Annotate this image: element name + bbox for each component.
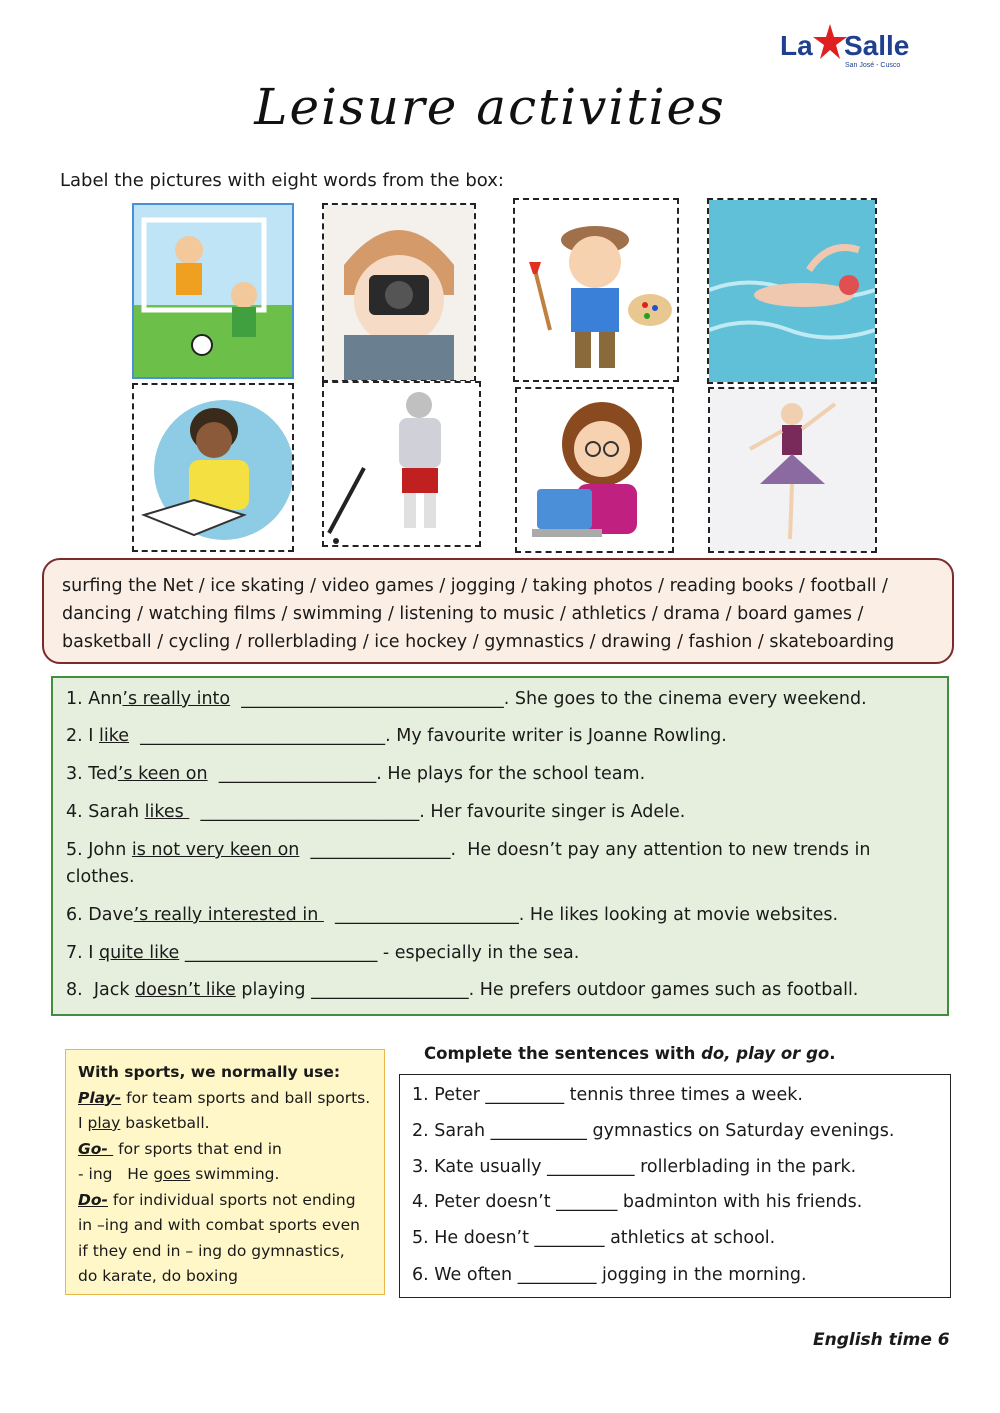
sentence-5-continuation: clothes. xyxy=(66,867,135,887)
sentence-8: 8. Jack doesn’t like playing __________________. He prefers outdoor games such as football. xyxy=(66,980,859,1000)
note-do-line: if they end in – ing do gymnastics, xyxy=(78,1241,345,1260)
instruction: Label the pictures with eight words from the box: xyxy=(60,170,504,191)
picture-swimming xyxy=(707,198,877,384)
logo-text-la: La xyxy=(780,30,813,61)
sentences-section xyxy=(51,676,949,1016)
picture-reading xyxy=(132,383,294,552)
sentence-4: 4. Sarah likes _________________________. Her favourite singer is Adele. xyxy=(66,802,686,822)
sentence-2: 2. I like ____________________________. My favourite writer is Joanne Rowling. xyxy=(66,726,727,746)
note-go: Go- for sports that end in xyxy=(78,1139,282,1158)
grammar-note xyxy=(65,1049,385,1295)
answer-blank[interactable]: ______________________ xyxy=(184,943,378,963)
answer-blank[interactable]: __________________ xyxy=(218,764,377,784)
note-play-example: I play basketball. xyxy=(78,1114,210,1132)
note-do: Do- for individual sports not ending xyxy=(78,1190,356,1209)
logo-text-salle: Salle xyxy=(844,30,910,61)
answer-blank[interactable]: ________________ xyxy=(310,840,451,860)
picture-football xyxy=(132,203,294,379)
complete-item-3[interactable]: 3. Kate usually __________ rollerblading in the park. xyxy=(412,1157,857,1177)
note-do-line: in –ing and with combat sports even xyxy=(78,1216,360,1234)
answer-blank[interactable]: _________________________ xyxy=(200,802,420,822)
picture-computer xyxy=(515,387,674,553)
complete-title: Complete the sentences with do, play or go. xyxy=(424,1044,836,1063)
note-go-example: - ing He goes swimming. xyxy=(78,1165,280,1183)
sentence-3: 3. Ted’s keen on __________________. He plays for the school team. xyxy=(66,764,646,784)
complete-item-1[interactable]: 1. Peter _________ tennis three times a week. xyxy=(412,1085,803,1105)
footer-label: English time 6 xyxy=(813,1330,950,1350)
answer-blank[interactable]: ______________________________ xyxy=(241,689,504,709)
note-do-line: do karate, do boxing xyxy=(78,1267,239,1285)
note-header: With sports, we normally use: xyxy=(78,1063,341,1081)
answer-blank[interactable]: __________________ xyxy=(311,980,469,1000)
complete-item-2[interactable]: 2. Sarah ___________ gymnastics on Saturday evenings. xyxy=(412,1121,895,1141)
word-box-line: dancing / watching films / swimming / listening to music / athletics / drama / board games / xyxy=(62,604,864,624)
logo-subtitle: San José - Cusco xyxy=(845,62,901,69)
sentence-6: 6. Dave’s really interested in _____________________. He likes looking at movie websites. xyxy=(66,905,839,925)
picture-dancing xyxy=(708,387,877,553)
picture-painting xyxy=(513,198,679,382)
sentence-1: 1. Ann’s really into ______________________________. She goes to the cinema every weekend. xyxy=(66,689,867,709)
answer-blank[interactable]: _____________________ xyxy=(335,905,519,925)
complete-item-4[interactable]: 4. Peter doesn’t _______ badminton with his friends. xyxy=(412,1192,863,1212)
complete-item-6[interactable]: 6. We often _________ jogging in the morning. xyxy=(412,1265,807,1285)
sentence-5: 5. John is not very keen on ________________. He doesn’t pay any attention to new trends in xyxy=(66,840,871,860)
note-play: Play- for team sports and ball sports. xyxy=(78,1088,371,1107)
school-logo xyxy=(780,22,910,72)
sentence-7: 7. I quite like ______________________ - especially in the sea. xyxy=(66,943,580,963)
picture-photography xyxy=(322,203,476,382)
page-title: Leisure activities xyxy=(254,78,726,136)
word-box-line: surfing the Net / ice skating / video games / jogging / taking photos / reading books / football / xyxy=(62,576,888,596)
complete-box xyxy=(399,1074,951,1298)
complete-item-5[interactable]: 5. He doesn’t ________ athletics at school. xyxy=(412,1228,776,1248)
picture-ice-hockey xyxy=(322,381,481,547)
star-icon xyxy=(812,22,848,62)
word-box-line: basketball / cycling / rollerblading / ice hockey / gymnastics / drawing / fashion / skateboarding xyxy=(62,632,895,652)
answer-blank[interactable]: ____________________________ xyxy=(140,726,386,746)
word-box xyxy=(42,558,954,664)
